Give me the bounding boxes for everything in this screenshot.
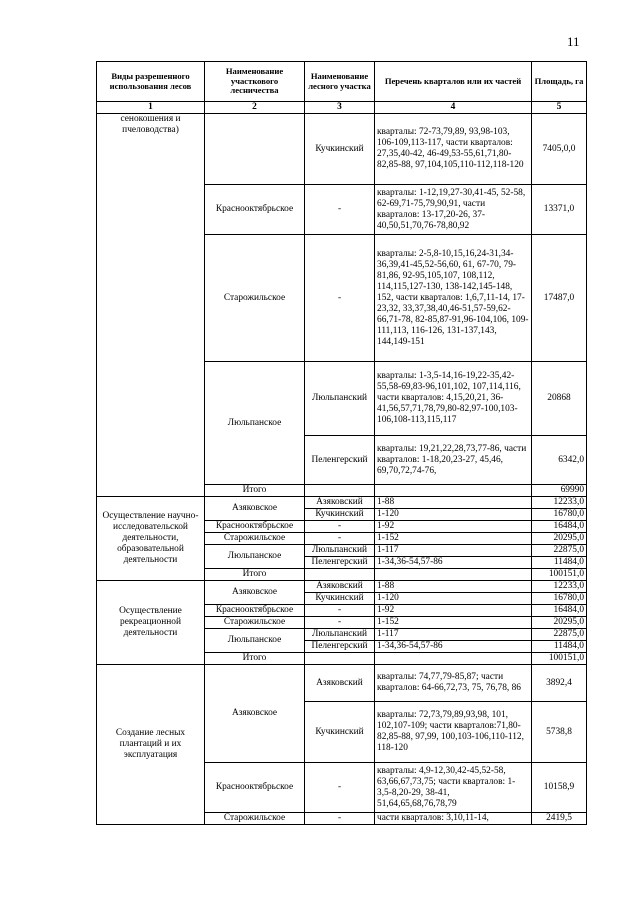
site-cell: Кучкинский: [305, 593, 375, 605]
forestry-cell: Азяковское: [205, 665, 305, 763]
site-cell: Пеленгерский: [305, 641, 375, 653]
site-cell: -: [305, 813, 375, 825]
quarters-cell: 1-117: [375, 629, 532, 641]
page-number: 11: [567, 34, 580, 49]
quarters-cell: части кварталов: 3,10,11-14,: [375, 813, 532, 825]
quarters-cell: 1-34,36-54,57-86: [375, 557, 532, 569]
total-area: 100151,0: [532, 653, 587, 665]
quarters-cell: 1-92: [375, 605, 532, 617]
area-cell: 7405,0,0: [532, 114, 587, 185]
quarters-cell: 1-120: [375, 593, 532, 605]
site-cell: -: [305, 605, 375, 617]
area-cell: 20868: [532, 362, 587, 436]
quarters-cell: [375, 485, 532, 497]
area-cell: 16780,0: [532, 509, 587, 521]
site-cell: Люльпанский: [305, 545, 375, 557]
area-cell: 16484,0: [532, 521, 587, 533]
area-cell: 2419,5: [532, 813, 587, 825]
column-number-row: [97, 102, 587, 114]
column-number: 3: [305, 102, 375, 114]
area-cell: 12233,0: [532, 497, 587, 509]
site-cell: Кучкинский: [305, 509, 375, 521]
table-row: [97, 497, 587, 509]
area-cell: 17487,0: [532, 235, 587, 362]
quarters-cell: 1-34,36-54,57-86: [375, 641, 532, 653]
quarters-cell: кварталы: 2-5,8-10,15,16,24-31,34-36,39,41-45,52-56,60, 61, 67-70, 79-81,86, 92-95,105,107, 108,112, 114,115,127-130, 138-142,145-148, 152, части кварталов: 1,6,7,11-14, 17-23,32, 33,37,38,40,46-51,57-59,62-66,71-78, 82-85,87-91,96-104,106, 109-111,113, 116-126, 131-137,143, 144,149-151: [375, 235, 532, 362]
column-number: 1: [97, 102, 205, 114]
area-cell: 22875,0: [532, 629, 587, 641]
site-cell: Пеленгерский: [305, 557, 375, 569]
site-cell: -: [305, 235, 375, 362]
quarters-cell: 1-152: [375, 533, 532, 545]
forestry-cell: Старожильское: [205, 617, 305, 629]
area-cell: 5738,8: [532, 702, 587, 763]
total-label: Итого: [205, 485, 305, 497]
area-cell: 6342,0: [532, 436, 587, 485]
table-header-row: [97, 62, 587, 102]
quarters-cell: 1-117: [375, 545, 532, 557]
forestry-cell: Старожильское: [205, 533, 305, 545]
quarters-cell: 1-88: [375, 581, 532, 593]
header-quarters-list: Перечень кварталов или их частей: [375, 62, 532, 102]
use-type-cell: сенокошения и пчеловодства): [97, 114, 205, 497]
forestry-cell: Краснооктябрьское: [205, 763, 305, 813]
header-use-type: Виды разрешенного использования лесов: [97, 62, 205, 102]
quarters-cell: кварталы: 4,9-12,30,42-45,52-58, 63,66,67,73,75; части кварталов: 1-3,5-8,20-29, 38-41, 51,64,65,68,76,78,79: [375, 763, 532, 813]
quarters-cell: 1-120: [375, 509, 532, 521]
area-cell: 13371,0: [532, 185, 587, 235]
use-type-cell: Создание лесных плантаций и их эксплуатация: [97, 665, 205, 825]
site-cell: [305, 485, 375, 497]
area-cell: 11484,0: [532, 557, 587, 569]
forestry-cell: Люльпанское: [205, 629, 305, 653]
column-number: 4: [375, 102, 532, 114]
use-type-cell: Осуществление рекреационной деятельности: [97, 581, 205, 665]
site-cell: Пеленгерский: [305, 436, 375, 485]
area-cell: 11484,0: [532, 641, 587, 653]
site-cell: -: [305, 533, 375, 545]
table-row: [97, 665, 587, 702]
quarters-cell: 1-92: [375, 521, 532, 533]
forestry-cell: Азяковское: [205, 497, 305, 521]
site-cell: Кучкинский: [305, 702, 375, 763]
quarters-cell: кварталы: 72-73,79,89, 93,98-103, 106-109,113-117, части кварталов: 27,35,40-42, 46-49,53-55,61,71,80-82,85-88, 97,104,105,110-112,118-120: [375, 114, 532, 185]
quarters-cell: 1-88: [375, 497, 532, 509]
site-cell: -: [305, 617, 375, 629]
area-cell: 10158,9: [532, 763, 587, 813]
area-cell: 16484,0: [532, 605, 587, 617]
total-label: Итого: [205, 569, 305, 581]
site-cell: -: [305, 185, 375, 235]
forestry-cell: Люльпанское: [205, 362, 305, 485]
total-label: Итого: [205, 653, 305, 665]
quarters-cell: кварталы: 1-12,19,27-30,41-45, 52-58, 62-69,71-75,79,90,91, части кварталов: 13-17,20-26, 37-40,50,51,70,76-78,80,92: [375, 185, 532, 235]
area-cell: 20295,0: [532, 533, 587, 545]
quarters-cell: [375, 569, 532, 581]
table-row: [97, 114, 587, 185]
quarters-cell: [375, 653, 532, 665]
use-type-cell: Осуществление научно-исследовательской деятельности, образовательной деятельности: [97, 497, 205, 581]
area-cell: 16780,0: [532, 593, 587, 605]
area-cell: 22875,0: [532, 545, 587, 557]
forestry-cell: [205, 114, 305, 185]
forestry-cell: Краснооктябрьское: [205, 605, 305, 617]
header-area: Площадь, га: [532, 62, 587, 102]
site-cell: -: [305, 763, 375, 813]
column-number: 5: [532, 102, 587, 114]
site-cell: Люльпанский: [305, 629, 375, 641]
area-cell: 20295,0: [532, 617, 587, 629]
site-cell: -: [305, 521, 375, 533]
site-cell: Азяковский: [305, 497, 375, 509]
quarters-cell: кварталы: 72,73,79,89,93,98, 101, 102,107-109; части кварталов:71,80-82,85-88, 97,99, 100,103-106,110-112, 118-120: [375, 702, 532, 763]
forestry-cell: Краснооктябрьское: [205, 521, 305, 533]
total-area: 69990: [532, 485, 587, 497]
forestry-cell: Азяковское: [205, 581, 305, 605]
site-cell: [305, 569, 375, 581]
total-area: 100151,0: [532, 569, 587, 581]
header-site-name: Наименование лесного участка: [305, 62, 375, 102]
column-number: 2: [205, 102, 305, 114]
forestry-cell: Люльпанское: [205, 545, 305, 569]
forestry-cell: Старожильское: [205, 813, 305, 825]
site-cell: Кучкинский: [305, 114, 375, 185]
table-row: [97, 581, 587, 593]
quarters-cell: кварталы: 19,21,22,28,73,77-86, части кварталов: 1-18,20,23-27, 45,46, 69,70,72,74-76,: [375, 436, 532, 485]
quarters-cell: 1-152: [375, 617, 532, 629]
quarters-cell: кварталы: 1-3,5-14,16-19,22-35,42-55,58-69,83-96,101,102, 107,114,116, части кварталов: 4,15,20,21, 36-41,56,57,71,78,79,80-82,97-100,103-106,108-113,115,117: [375, 362, 532, 436]
forestry-cell: Краснооктябрьское: [205, 185, 305, 235]
area-cell: 3892,4: [532, 665, 587, 702]
header-forestry-name: Наименование участкового лесничества: [205, 62, 305, 102]
forest-use-table: [96, 61, 587, 825]
quarters-cell: кварталы: 74,77,79-85,87; части кварталов: 64-66,72,73, 75, 76,78, 86: [375, 665, 532, 702]
site-cell: [305, 653, 375, 665]
site-cell: Азяковский: [305, 581, 375, 593]
area-cell: 12233,0: [532, 581, 587, 593]
site-cell: Люльпанский: [305, 362, 375, 436]
site-cell: Азяковский: [305, 665, 375, 702]
forestry-cell: Старожильское: [205, 235, 305, 362]
